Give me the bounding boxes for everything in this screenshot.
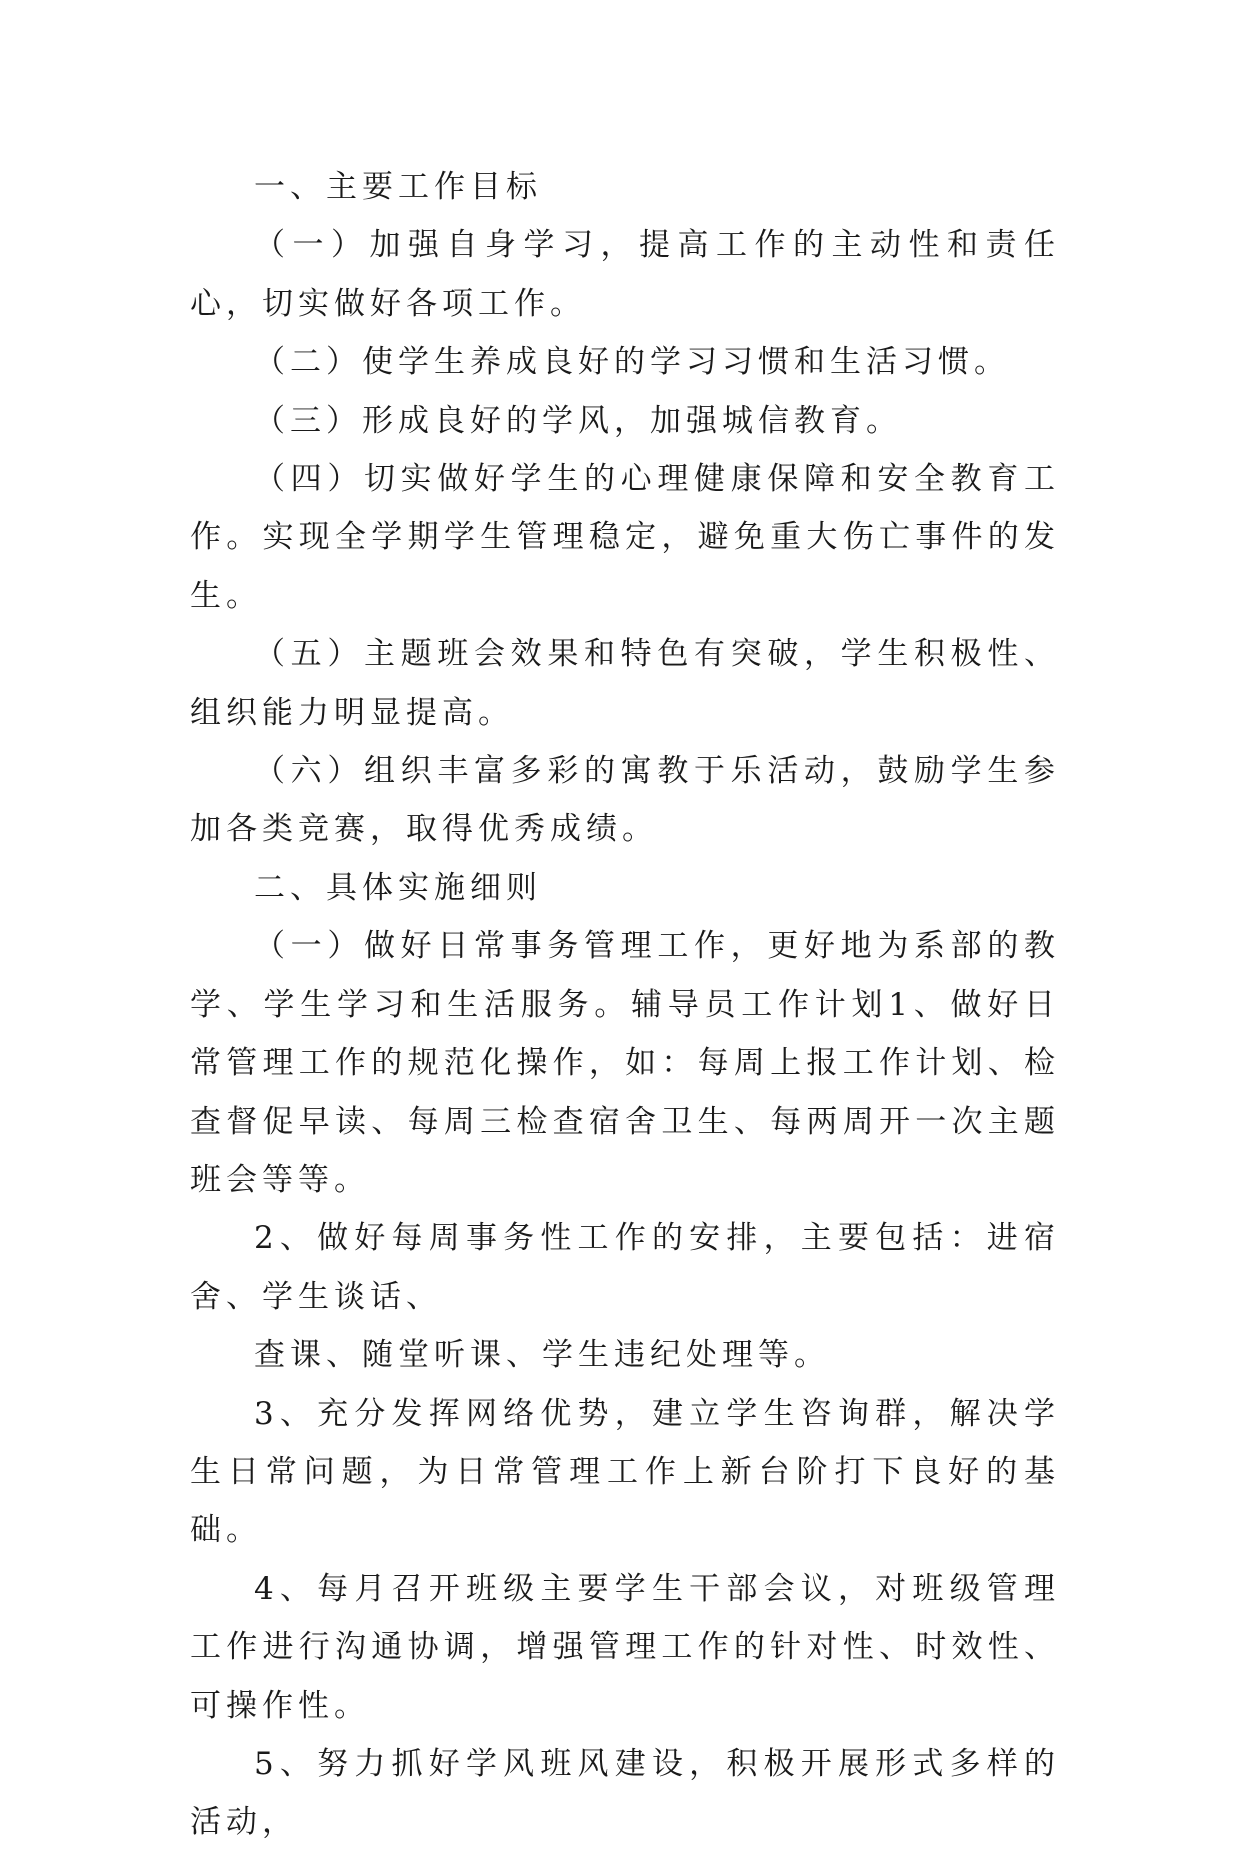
heading-implementation: 二、具体实施细则 xyxy=(254,869,542,906)
implementation-item-3: 3、充分发挥网络优势，建立学生咨询群，解决学生日常问题，为日常管理工作上新台阶打下良好的基础。 xyxy=(190,1395,1060,1549)
goal-item-6: （六）组织丰富多彩的寓教于乐活动，鼓励学生参加各类竞赛，取得优秀成绩。 xyxy=(190,753,1060,848)
heading-main-goals: 一、主要工作目标 xyxy=(254,169,542,205)
goal-item-4: （四）切实做好学生的心理健康保障和安全教育工作。实现全学期学生管理稳定，避免重大伤亡事件的发生。 xyxy=(190,461,1060,614)
goal-item-1: （一）加强自身学习，提高工作的主动性和责任心，切实做好各项工作。 xyxy=(190,227,1060,322)
document-body xyxy=(190,158,1060,1852)
implementation-item-5: 5、努力抓好学风班风建设，积极开展形式多样的活动， xyxy=(190,1745,1060,1841)
goal-item-3: （三）形成良好的学风，加强城信教育。 xyxy=(254,402,902,439)
goal-item-2: （二）使学生养成良好的学习习惯和生活习惯。 xyxy=(254,344,1010,381)
implementation-item-2: 2、做好每周事务性工作的安排，主要包括：进宿舍、学生谈话、 xyxy=(190,1220,1060,1315)
implementation-item-1: （一）做好日常事务管理工作，更好地为系部的教学、学生学习和生活服务。辅导员工作计划1、做好日常管理工作的规范化操作，如：每周上报工作计划、检查督促早读、每周三检查宿舍卫生、每两周开一次主题班会等等。 xyxy=(190,928,1060,1198)
goal-item-5: （五）主题班会效果和特色有突破，学生积极性、组织能力明显提高。 xyxy=(190,636,1060,731)
implementation-item-4: 4、每月召开班级主要学生干部会议，对班级管理工作进行沟通协调，增强管理工作的针对性、时效性、可操作性。 xyxy=(190,1570,1060,1724)
implementation-item-2-cont: 查课、随堂听课、学生违纪处理等。 xyxy=(254,1337,830,1374)
